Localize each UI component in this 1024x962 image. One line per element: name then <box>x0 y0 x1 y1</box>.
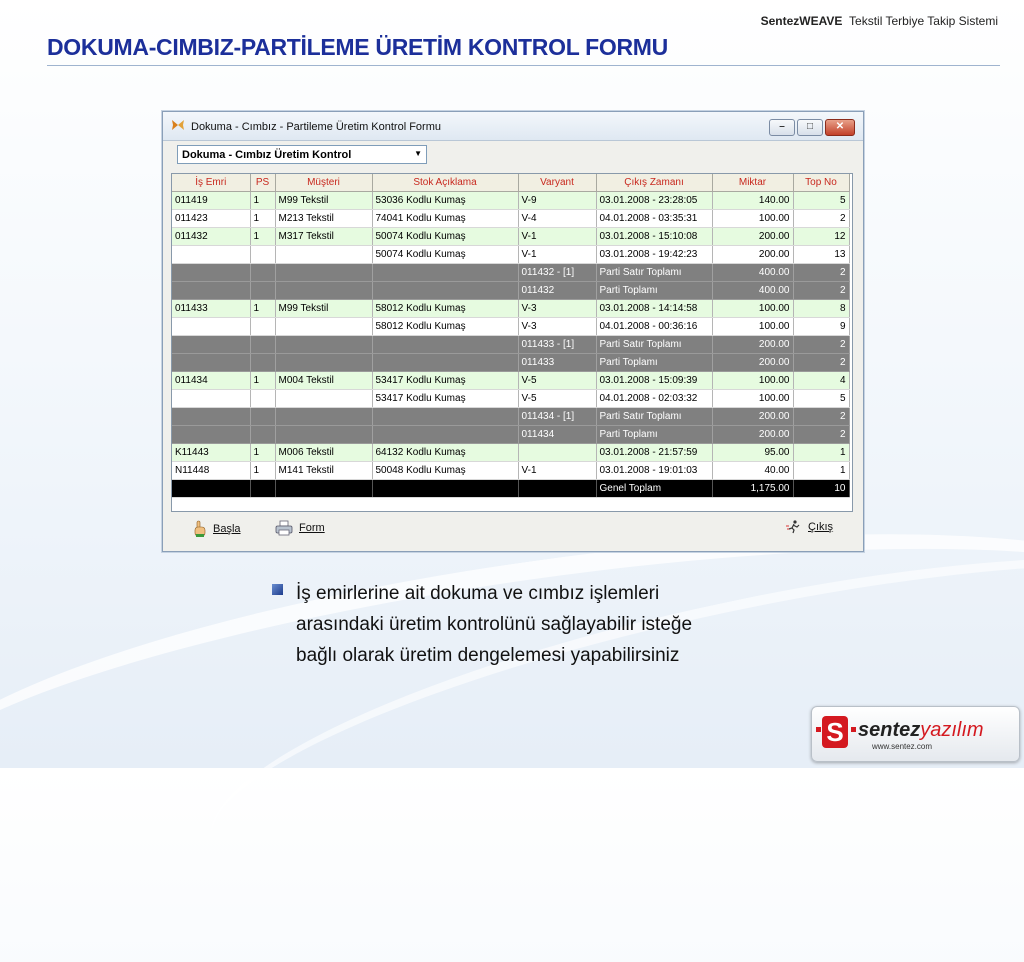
table-cell <box>518 480 596 498</box>
table-cell <box>275 246 372 264</box>
table-cell: Parti Satır Toplamı <box>596 264 712 282</box>
table-cell: 2 <box>793 210 849 228</box>
column-header[interactable]: Miktar <box>712 174 793 192</box>
table-cell: 400.00 <box>712 264 793 282</box>
table-cell: N11448 <box>172 462 250 480</box>
table-cell: 04.01.2008 - 03:35:31 <box>596 210 712 228</box>
butterfly-icon <box>171 119 185 131</box>
table-cell: 53417 Kodlu Kumaş <box>372 390 518 408</box>
column-header[interactable]: İş Emri <box>172 174 250 192</box>
table-cell: 1 <box>250 300 275 318</box>
chevron-down-icon: ▼ <box>414 149 422 158</box>
table-cell <box>172 390 250 408</box>
table-cell: 1,175.00 <box>712 480 793 498</box>
table-cell: 011434 - [1] <box>518 408 596 426</box>
table-cell: Parti Toplamı <box>596 426 712 444</box>
brand-subtitle: Tekstil Terbiye Takip Sistemi <box>849 14 998 28</box>
table-cell <box>250 246 275 264</box>
table-cell: Parti Toplamı <box>596 354 712 372</box>
table-cell: M141 Tekstil <box>275 462 372 480</box>
subtotal-row[interactable] <box>172 282 849 300</box>
table-cell: V-3 <box>518 300 596 318</box>
table-cell: 4 <box>793 372 849 390</box>
table-cell: 011432 - [1] <box>518 264 596 282</box>
brand-line <box>761 14 998 28</box>
window-titlebar[interactable] <box>163 112 863 141</box>
subtotal-row[interactable] <box>172 336 849 354</box>
table-cell <box>172 354 250 372</box>
table-cell: 011423 <box>172 210 250 228</box>
table-cell: 011432 <box>172 228 250 246</box>
table-cell: M213 Tekstil <box>275 210 372 228</box>
logo-text <box>858 719 984 742</box>
table-cell <box>275 480 372 498</box>
table-cell: 40.00 <box>712 462 793 480</box>
table-cell: 200.00 <box>712 336 793 354</box>
table-cell: 2 <box>793 336 849 354</box>
table-cell <box>275 264 372 282</box>
table-cell: 04.01.2008 - 00:36:16 <box>596 318 712 336</box>
subtotal-row[interactable] <box>172 408 849 426</box>
subtotal-row[interactable] <box>172 354 849 372</box>
table-cell: M99 Tekstil <box>275 300 372 318</box>
minimize-button[interactable] <box>769 119 795 136</box>
printer-icon <box>275 520 293 536</box>
table-cell: 011433 - [1] <box>518 336 596 354</box>
table-cell <box>275 336 372 354</box>
table-cell: 74041 Kodlu Kumaş <box>372 210 518 228</box>
table-cell <box>275 282 372 300</box>
table-cell: 011419 <box>172 192 250 210</box>
table-cell <box>250 336 275 354</box>
table-cell: 04.01.2008 - 02:03:32 <box>596 390 712 408</box>
table-cell: 2 <box>793 408 849 426</box>
maximize-icon: □ <box>806 121 814 132</box>
table-cell: 100.00 <box>712 318 793 336</box>
table-cell: 50074 Kodlu Kumaş <box>372 246 518 264</box>
report-type-dropdown[interactable] <box>177 145 427 164</box>
table-cell: 8 <box>793 300 849 318</box>
column-header[interactable]: Çıkış Zamanı <box>596 174 712 192</box>
table-cell: V-4 <box>518 210 596 228</box>
subtotal-row[interactable] <box>172 264 849 282</box>
table-cell <box>275 390 372 408</box>
table-cell <box>250 408 275 426</box>
logo-s-mark: S <box>822 716 848 748</box>
table-cell: V-1 <box>518 246 596 264</box>
table-cell: V-9 <box>518 192 596 210</box>
table-cell <box>250 282 275 300</box>
logo-dot-left <box>816 727 821 732</box>
table-cell: 400.00 <box>712 282 793 300</box>
table-cell <box>172 408 250 426</box>
table-cell: 100.00 <box>712 210 793 228</box>
table-cell <box>250 354 275 372</box>
table-cell: 200.00 <box>712 426 793 444</box>
close-button[interactable] <box>825 119 855 136</box>
table-cell: 03.01.2008 - 19:01:03 <box>596 462 712 480</box>
column-header[interactable]: PS <box>250 174 275 192</box>
table-cell: 011433 <box>172 300 250 318</box>
table-cell <box>275 318 372 336</box>
table-cell <box>250 390 275 408</box>
table-cell <box>250 318 275 336</box>
table-cell: 011434 <box>518 426 596 444</box>
table-cell: K11443 <box>172 444 250 462</box>
close-icon: ✕ <box>835 121 845 132</box>
table-cell: 12 <box>793 228 849 246</box>
table-cell: 1 <box>250 228 275 246</box>
table-cell: 58012 Kodlu Kumaş <box>372 300 518 318</box>
table-cell: 03.01.2008 - 19:42:23 <box>596 246 712 264</box>
page-title: DOKUMA-CIMBIZ-PARTİLEME ÜRETİM KONTROL FORMU <box>47 34 668 60</box>
table-cell: 50074 Kodlu Kumaş <box>372 228 518 246</box>
column-header[interactable]: Müşteri <box>275 174 372 192</box>
maximize-button[interactable] <box>797 119 823 136</box>
table-cell: M004 Tekstil <box>275 372 372 390</box>
table-cell: 58012 Kodlu Kumaş <box>372 318 518 336</box>
table-cell <box>275 354 372 372</box>
subtotal-row[interactable] <box>172 426 849 444</box>
table-cell <box>172 336 250 354</box>
form-label: Form <box>299 522 325 534</box>
table-cell: 100.00 <box>712 390 793 408</box>
table-row[interactable] <box>172 444 849 462</box>
start-label: Başla <box>213 523 241 535</box>
table-cell: V-1 <box>518 462 596 480</box>
table-cell <box>172 426 250 444</box>
table-cell: 1 <box>250 210 275 228</box>
table-cell: V-3 <box>518 318 596 336</box>
column-header[interactable]: Top No <box>793 174 849 192</box>
table-row[interactable] <box>172 318 849 336</box>
table-cell: Genel Toplam <box>596 480 712 498</box>
dropdown-value: Dokuma - Cımbız Üretim Kontrol <box>182 149 352 161</box>
table-cell <box>172 246 250 264</box>
table-cell: 03.01.2008 - 14:14:58 <box>596 300 712 318</box>
table-cell: 011433 <box>518 354 596 372</box>
table-cell: Parti Satır Toplamı <box>596 336 712 354</box>
form-window <box>162 111 864 552</box>
table-cell: 011434 <box>172 372 250 390</box>
table-cell <box>275 426 372 444</box>
table-cell: 2 <box>793 426 849 444</box>
table-cell: 50048 Kodlu Kumaş <box>372 462 518 480</box>
logo-dot-right <box>851 727 856 732</box>
table-cell <box>172 282 250 300</box>
hand-pointer-icon <box>193 520 207 538</box>
table-cell <box>372 354 518 372</box>
logo-text-light: yazılım <box>920 719 984 741</box>
table-cell: 1 <box>250 444 275 462</box>
column-header[interactable]: Varyant <box>518 174 596 192</box>
table-row[interactable] <box>172 372 849 390</box>
running-man-icon <box>786 520 802 534</box>
table-row[interactable] <box>172 300 849 318</box>
table-cell: M006 Tekstil <box>275 444 372 462</box>
table-cell: 9 <box>793 318 849 336</box>
exit-button[interactable] <box>786 520 833 534</box>
grand-total-row[interactable] <box>172 480 849 498</box>
table-cell <box>275 408 372 426</box>
table-cell <box>172 264 250 282</box>
table-cell: 95.00 <box>712 444 793 462</box>
table-row[interactable] <box>172 246 849 264</box>
table-cell: 011432 <box>518 282 596 300</box>
table-cell: V-1 <box>518 228 596 246</box>
production-table <box>172 174 850 498</box>
table-row[interactable] <box>172 462 849 480</box>
table-cell <box>372 282 518 300</box>
start-button[interactable] <box>193 520 241 538</box>
table-cell: V-5 <box>518 372 596 390</box>
table-cell: 2 <box>793 354 849 372</box>
table-cell: 1 <box>250 462 275 480</box>
table-cell: 2 <box>793 264 849 282</box>
table-cell <box>372 408 518 426</box>
table-cell: 53417 Kodlu Kumaş <box>372 372 518 390</box>
table-cell: 03.01.2008 - 15:09:39 <box>596 372 712 390</box>
table-cell: 53036 Kodlu Kumaş <box>372 192 518 210</box>
table-cell: 03.01.2008 - 21:57:59 <box>596 444 712 462</box>
table-cell: 100.00 <box>712 372 793 390</box>
bullet-marker-icon <box>272 584 283 595</box>
table-cell <box>372 336 518 354</box>
table-cell: 200.00 <box>712 408 793 426</box>
table-cell <box>372 480 518 498</box>
brand-name: SentezWEAVE <box>760 14 843 28</box>
table-cell: 200.00 <box>712 246 793 264</box>
bottom-toolbar <box>163 514 863 546</box>
table-cell: V-5 <box>518 390 596 408</box>
table-cell: 13 <box>793 246 849 264</box>
table-cell: 5 <box>793 390 849 408</box>
table-cell: 100.00 <box>712 300 793 318</box>
table-body <box>172 192 849 498</box>
table-header <box>172 174 849 192</box>
table-cell: 1 <box>250 192 275 210</box>
form-button[interactable] <box>275 520 325 536</box>
table-cell <box>518 444 596 462</box>
table-row[interactable] <box>172 192 849 210</box>
table-cell: Parti Satır Toplamı <box>596 408 712 426</box>
table-row[interactable] <box>172 210 849 228</box>
table-cell <box>372 264 518 282</box>
table-cell <box>250 480 275 498</box>
table-cell: 03.01.2008 - 23:28:05 <box>596 192 712 210</box>
company-logo <box>811 706 1020 762</box>
table-cell: 140.00 <box>712 192 793 210</box>
column-header[interactable]: Stok Açıklama <box>372 174 518 192</box>
table-cell: 5 <box>793 192 849 210</box>
window-title: Dokuma - Cımbız - Partileme Üretim Kontrol Formu <box>191 121 441 133</box>
title-divider <box>47 65 1000 66</box>
table-row[interactable] <box>172 390 849 408</box>
table-cell: Parti Toplamı <box>596 282 712 300</box>
production-grid[interactable] <box>171 173 853 512</box>
table-cell: M99 Tekstil <box>275 192 372 210</box>
table-cell: 64132 Kodlu Kumaş <box>372 444 518 462</box>
description-text: İş emirlerine ait dokuma ve cımbız işlemleri arasındaki üretim kontrolünü sağlayabilir isteğe bağlı olarak üretim dengelemesi yapabilirsiniz <box>296 583 693 666</box>
table-cell <box>250 426 275 444</box>
table-cell: 200.00 <box>712 354 793 372</box>
table-cell: 1 <box>793 462 849 480</box>
table-cell <box>172 480 250 498</box>
table-row[interactable] <box>172 228 849 246</box>
table-cell: 10 <box>793 480 849 498</box>
table-cell: M317 Tekstil <box>275 228 372 246</box>
table-cell: 200.00 <box>712 228 793 246</box>
table-cell <box>250 264 275 282</box>
exit-label: Çıkış <box>808 521 834 533</box>
table-cell <box>372 426 518 444</box>
table-cell: 1 <box>250 372 275 390</box>
logo-text-bold: sentez <box>858 719 921 741</box>
table-cell: 2 <box>793 282 849 300</box>
minimize-icon: – <box>779 121 785 132</box>
table-cell: 03.01.2008 - 15:10:08 <box>596 228 712 246</box>
table-cell <box>172 318 250 336</box>
logo-url: www.sentez.com <box>872 742 933 751</box>
table-cell: 1 <box>793 444 849 462</box>
